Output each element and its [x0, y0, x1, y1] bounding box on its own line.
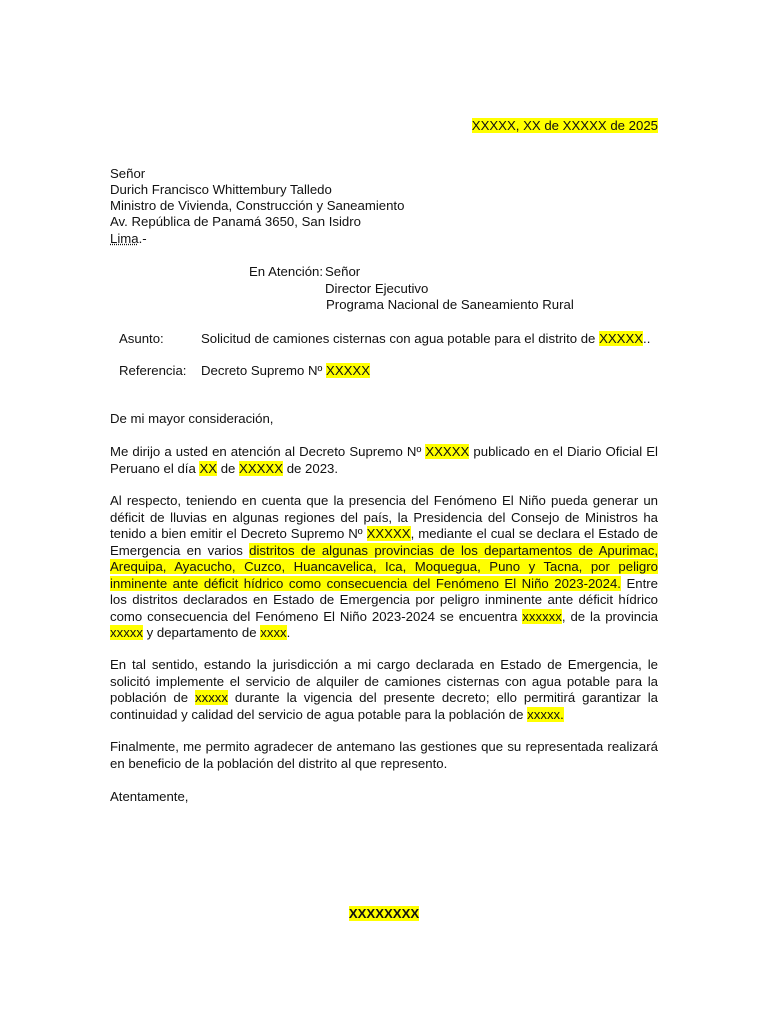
p2-text-5: y departamento de — [142, 625, 261, 640]
reference-text — [201, 363, 370, 380]
subject-text — [201, 331, 650, 348]
paragraph-3 — [110, 657, 658, 723]
attention-label: En Atención: — [249, 264, 324, 279]
p1-text-1: Me dirijo a usted en atención al Decreto Supremo Nº — [110, 444, 426, 459]
subject-body: Solicitud de camiones cisternas con agua potable para el distrito de — [201, 331, 600, 346]
recipient-name: Durich Francisco Whittembury Talledo — [110, 182, 332, 197]
p1-text-4: de 2023. — [283, 460, 339, 476]
paragraph-1 — [110, 444, 658, 477]
subject-placeholder: XXXXX — [599, 331, 644, 346]
recipient-position: Ministro de Vivienda, Construcción y Saneamiento — [110, 198, 405, 213]
p2-highlight-districts: distritos de algunas provincias de los departamentos de Apurimac, Arequipa, Ayacucho, Cuzco, Huancavelica, Ica, Moquegua, Puno y Tacna, por peligro inminente ante déficit hídrico como consecuencia del Fenómeno El Niño 2023-2024. — [110, 542, 658, 591]
p2-text-6: . — [286, 625, 291, 640]
subject-suffix: .. — [643, 331, 651, 346]
p2-placeholder-decree: XXXXX — [366, 526, 411, 541]
subject-label: Asunto: — [119, 331, 164, 346]
signature-placeholder: XXXXXXXX — [348, 906, 420, 921]
reference-placeholder: XXXXX — [326, 363, 371, 378]
p3-placeholder-population: xxxxx — [195, 690, 228, 705]
city-name: Lima — [110, 231, 139, 246]
recipient-address: Av. República de Panamá 3650, San Isidro — [110, 214, 361, 229]
p3-placeholder-population-2: xxxxx. — [527, 706, 564, 722]
city-suffix: .- — [138, 231, 147, 246]
recipient-salutation: Señor — [110, 166, 146, 181]
paragraph-2 — [110, 493, 658, 642]
attention-line3: Programa Nacional de Saneamiento Rural — [326, 297, 574, 312]
p1-placeholder-day: XX — [199, 460, 218, 476]
signature-line — [0, 906, 768, 923]
p2-text-1: Al respecto, teniendo en cuenta que la presencia del Fenómeno El Niño pueda generar un déficit de lluvias en algunas regiones del país, la Presidencia del Consejo de Ministros ha tenido a bien emitir el Decreto Supremo Nº — [110, 493, 658, 541]
date-line — [472, 118, 658, 135]
reference-body: Decreto Supremo Nº — [201, 363, 327, 378]
p3-text-1: En tal sentido, estando la jurisdicción a mi cargo declarada en Estado de Emergencia, le solicitó implemente el servicio de alquiler de camiones cisternas con agua potable para la población de — [110, 657, 658, 705]
p2-text-4: , de la provincia — [561, 608, 658, 624]
attention-line1: Señor — [325, 264, 361, 279]
greeting: De mi mayor consideración, — [110, 411, 274, 426]
attention-line2: Director Ejecutivo — [325, 281, 429, 296]
closing: Atentamente, — [110, 789, 189, 804]
p1-placeholder-month: XXXXX — [239, 460, 284, 476]
p1-placeholder-decree: XXXXX — [425, 444, 470, 459]
p1-text-3: de — [217, 460, 240, 476]
p1-text-2: publicado en el Diario Oficial El Peruano el día — [110, 444, 658, 476]
p2-text-2: , mediante el cual se declara el Estado de Emergencia en varios — [110, 526, 658, 558]
date-placeholder: XXXXX, XX de XXXXX de 2025 — [471, 118, 658, 133]
paragraph-4: Finalmente, me permito agradecer de antemano las gestiones que su representada realizará en beneficio de la población del distrito al que represento. — [110, 739, 658, 771]
reference-label: Referencia: — [119, 363, 187, 378]
recipient-city — [110, 231, 147, 248]
p2-placeholder-department: xxxx — [260, 625, 287, 640]
p2-text-3: Entre los distritos declarados en Estado de Emergencia por peligro inminente ante déficit hídrico como consecuencia del Fenómeno El Niño 2023-2024 se encuentra — [110, 575, 659, 624]
p2-placeholder-province: xxxxx — [110, 625, 143, 640]
p2-placeholder-district: xxxxxx — [522, 608, 562, 624]
p3-text-2: durante la vigencia del presente decreto; ello permitirá garantizar la continuidad y calidad del servicio de agua potable para la población de — [110, 690, 658, 722]
